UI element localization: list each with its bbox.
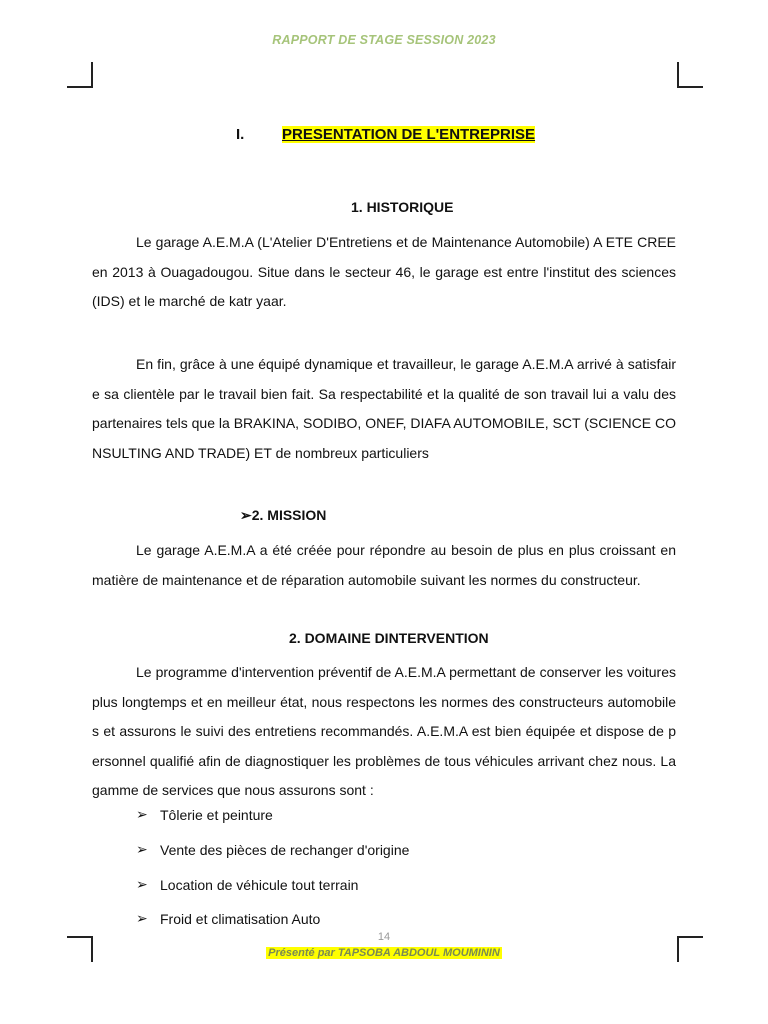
paragraph-mission (92, 536, 676, 595)
crop-mark-top-right (677, 62, 703, 88)
footer-presented-by (0, 947, 768, 959)
section-number: I. (236, 126, 245, 143)
paragraph-historique-2 (92, 350, 676, 468)
service-list-item (136, 876, 358, 893)
section-title-text: PRESENTATION DE L'ENTREPRISE (282, 126, 536, 143)
heading-domaine-intervention: 2. DOMAINE DINTERVENTION (289, 630, 489, 646)
page-number: 14 (377, 931, 391, 943)
service-list-item (136, 910, 320, 927)
running-header: RAPPORT DE STAGE SESSION 2023 (272, 33, 496, 47)
service-label: Tôlerie et peinture (160, 806, 273, 823)
paragraph-text: Le garage A.E.M.A a été créée pour répondre au besoin de plus en plus croissant en matière de maintenance et de réparation automobile suivant les normes du constructeur. (92, 542, 676, 588)
service-label: Froid et climatisation Auto (160, 910, 321, 927)
paragraph-text: En fin, grâce à une équipé dynamique et travailleur, le garage A.E.M.A arrivé à satisfaire sa clientèle par le travail bien fait. Sa respectabilité et la qualité de son travail lui a valu des partenaires tels que la BRAKINA, SODIBO, ONEF, DIAFA AUTOMOBILE, SCT (SCIENCE CONSULTING AND TRADE) ET de nombreux particuliers (92, 356, 676, 461)
service-label: Vente des pièces de rechanger d'origine (160, 841, 410, 858)
service-list-item (136, 841, 409, 858)
paragraph-text: Le garage A.E.M.A (L'Atelier D'Entretiens et de Maintenance Automobile) A ETE CREE en 2013 à Ouagadougou. Situe dans le secteur 46, le garage est entre l'institut des sciences (IDS) et le marché de katr yaar. (92, 234, 676, 309)
service-list-item (136, 806, 273, 823)
arrow-bullet-icon: ➢ (136, 841, 148, 857)
paragraph-domaine (92, 658, 676, 806)
paragraph-text: Le programme d'intervention préventif de A.E.M.A permettant de conserver les voitures plus longtemps et en meilleur état, nous respectons les normes des constructeurs automobiles et assurons le suivi des entretiens recommandés. A.E.M.A est bien équipée et dispose de personnel qualifié afin de diagnostiquer les problèmes de tous véhicules arrivant chez nous. La gamme de services que nous assurons sont : (92, 664, 676, 798)
paragraph-historique-1 (92, 228, 676, 317)
arrow-bullet-icon: ➢ (136, 876, 148, 892)
arrow-bullet-icon: ➢ (136, 806, 148, 822)
section-title (236, 126, 535, 143)
heading-mission: ➢2. MISSION (240, 507, 327, 523)
footer-text: Présenté par TAPSOBA ABDOUL MOUMININ (268, 947, 500, 959)
arrow-bullet-icon: ➢ (136, 910, 148, 926)
heading-historique: 1. HISTORIQUE (351, 199, 454, 215)
service-label: Location de véhicule tout terrain (160, 876, 359, 893)
crop-mark-top-left (67, 62, 93, 88)
